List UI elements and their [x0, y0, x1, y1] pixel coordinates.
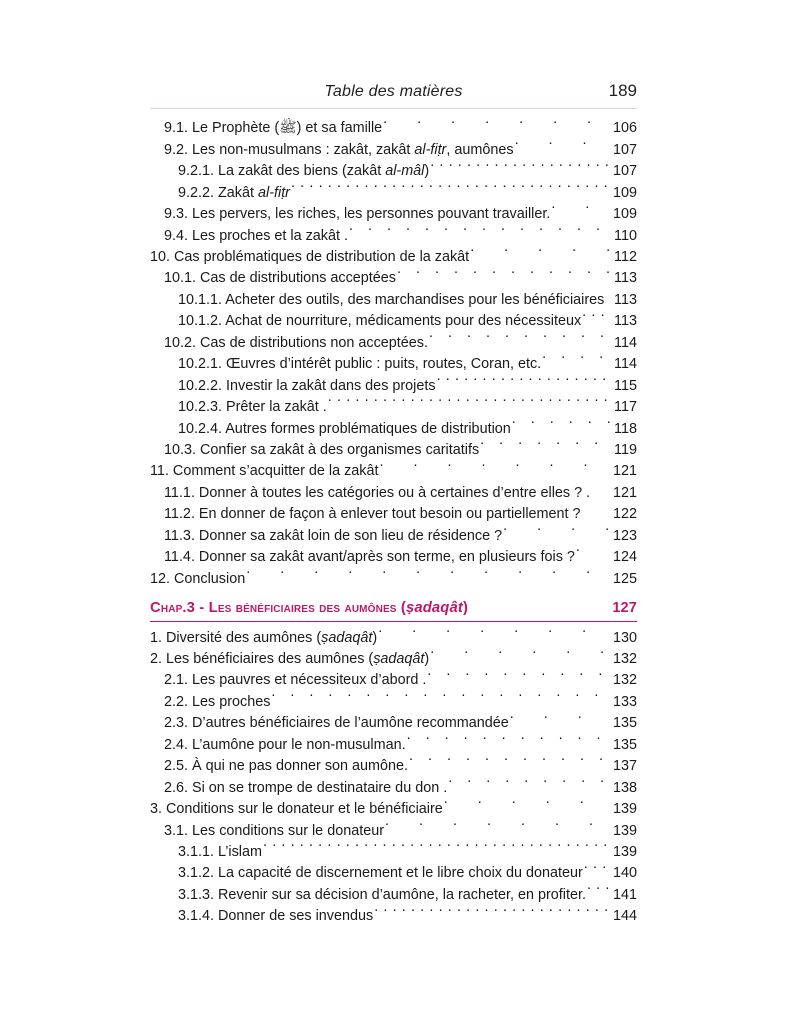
toc-entry-label: 11.3. Donner sa zakât loin de son lieu de résidence ? — [164, 527, 503, 544]
toc-entry-label: 10.1. Cas de distributions acceptées — [164, 270, 396, 287]
toc-entry-label: 10.2.4. Autres formes problématiques de distribution — [178, 420, 511, 437]
toc-entry-page: 114 — [614, 356, 637, 373]
toc-entry-label: 3.1.4. Donner de ses invendus — [178, 908, 374, 925]
toc-entry[interactable] — [150, 842, 637, 863]
toc-entry-page: 139 — [612, 843, 637, 860]
toc-entry[interactable] — [150, 397, 637, 418]
toc-entry-page: 107 — [612, 163, 637, 180]
toc-entry-label: 9.1. Le Prophète (ﷺ) et sa famille — [164, 120, 383, 137]
toc-entry-page: 138 — [612, 779, 637, 796]
toc-entry-label: 2.6. Si on se trompe de destinataire du don . — [164, 779, 448, 796]
toc-entry-label: 1. Diversité des aumônes (ṣadaqât) — [150, 629, 378, 646]
toc-entry-label: 2.2. Les proches — [164, 693, 271, 710]
toc-entry[interactable] — [150, 461, 637, 482]
toc-leader-dots — [512, 418, 610, 432]
toc-entry[interactable] — [150, 799, 637, 820]
toc-entry-page: 121 — [612, 484, 637, 501]
toc-entry-label: 3.1. Les conditions sur le donateur — [164, 822, 384, 839]
toc-entry-page: 137 — [612, 758, 637, 775]
toc-entry-page: 109 — [612, 206, 637, 223]
toc-leader-dots — [605, 290, 610, 304]
toc-leader-dots — [542, 354, 610, 368]
toc-entry-label: 10.2.2. Investir la zakât dans des projets — [178, 377, 436, 394]
toc-entry[interactable] — [150, 756, 637, 777]
toc-entry-label: 9.2.1. La zakât des biens (zakât al-mâl) — [178, 163, 430, 180]
toc-entry-page: 139 — [612, 801, 637, 818]
toc-leader-dots — [582, 311, 610, 325]
toc-entry-page: 133 — [612, 693, 637, 710]
toc-leader-dots — [515, 139, 610, 153]
toc-entry-transliteration: al-fiṭr — [414, 141, 447, 158]
toc-leader-dots — [383, 118, 610, 132]
toc-leader-dots — [430, 161, 610, 175]
page-title: Table des matières — [324, 83, 463, 100]
toc-entry-label: 2.3. D’autres bénéficiaires de l’aumône recommandée — [164, 715, 509, 732]
toc-leader-dots — [378, 627, 610, 641]
toc-entry-label: 10.2. Cas de distributions non acceptées. — [164, 334, 428, 351]
toc-entry[interactable] — [150, 354, 637, 375]
toc-entry-label: 11. Comment s’acquitter de la zakât — [150, 463, 379, 480]
toc-entry[interactable] — [150, 734, 637, 755]
toc-entry[interactable] — [150, 670, 637, 691]
toc-entry-page: 114 — [614, 334, 637, 351]
toc-entry-page: 121 — [612, 463, 637, 480]
toc-entry-label: 9.4. Les proches et la zakât . — [164, 227, 348, 244]
toc-entry-transliteration: al-fiṭr — [258, 184, 290, 201]
toc-entry-page: 117 — [614, 399, 637, 416]
toc-entry[interactable] — [150, 290, 637, 311]
toc-entry-page: 144 — [612, 908, 637, 925]
toc-entry-label: 3.1.3. Revenir sur sa décision d’aumône, la racheter, en profiter. — [178, 886, 586, 903]
toc-entry[interactable] — [150, 268, 637, 289]
toc-leader-dots — [584, 863, 610, 877]
toc-entry[interactable] — [150, 182, 637, 203]
toc-entry-page: 115 — [614, 377, 637, 394]
toc-section-chapter3 — [150, 627, 637, 927]
toc-entry[interactable] — [150, 906, 637, 927]
toc-entry-label: 2.5. À qui ne pas donner son aumône. — [164, 758, 409, 775]
toc-entry[interactable] — [150, 204, 637, 225]
toc-entry-page: 122 — [612, 506, 637, 523]
toc-entry-label: 11.4. Donner sa zakât avant/après son terme, en plusieurs fois ? — [164, 549, 575, 566]
toc-leader-dots — [510, 713, 610, 727]
toc-entry-page: 132 — [612, 672, 637, 689]
toc-leader-dots — [429, 332, 610, 346]
toc-entry-page: 135 — [612, 736, 637, 753]
toc-leader-dots — [397, 268, 610, 282]
toc-entry[interactable] — [150, 692, 637, 713]
toc-entry-transliteration: al-mâl — [385, 163, 425, 180]
toc-entry-label: 3.1.2. La capacité de discernement et le libre choix du donateur — [178, 865, 583, 882]
toc-entry[interactable] — [150, 777, 637, 798]
header-divider — [150, 108, 637, 109]
toc-leader-dots — [437, 375, 610, 389]
chapter-heading-rule — [150, 621, 637, 623]
toc-entry[interactable] — [150, 375, 637, 396]
toc-entry-label: 9.2.2. Zakât al-fiṭr — [178, 184, 290, 201]
toc-entry[interactable] — [150, 568, 637, 589]
toc-leader-dots — [503, 525, 610, 539]
toc-entry[interactable] — [150, 482, 637, 503]
toc-entry-label: 9.3. Les pervers, les riches, les personnes pouvant travailler. — [164, 206, 551, 223]
toc-entry[interactable] — [150, 627, 637, 648]
toc-section-chapter2 — [150, 118, 637, 590]
toc-leader-dots — [409, 756, 610, 770]
toc-leader-dots — [582, 504, 610, 518]
toc-leader-dots — [587, 884, 610, 898]
toc-entry[interactable] — [150, 884, 637, 905]
toc-entry[interactable] — [150, 649, 637, 670]
toc-leader-dots — [374, 906, 610, 920]
toc-entry[interactable] — [150, 225, 637, 246]
toc-entry-page: 110 — [614, 227, 637, 244]
toc-entry[interactable] — [150, 863, 637, 884]
toc-leader-dots — [444, 799, 610, 813]
toc-entry[interactable] — [150, 161, 637, 182]
toc-entry[interactable] — [150, 440, 637, 461]
toc-entry-transliteration: ṣadaqât — [321, 629, 373, 646]
toc-leader-dots — [263, 842, 610, 856]
toc-entry[interactable] — [150, 820, 637, 841]
toc-leader-dots — [448, 777, 610, 791]
toc-entry-page: 119 — [614, 441, 637, 458]
toc-entry-page: 124 — [612, 549, 637, 566]
toc-entry-label: 2. Les bénéficiaires des aumônes (ṣadaqât) — [150, 651, 430, 668]
toc-entry[interactable] — [150, 139, 637, 160]
chapter-heading-page: 127 — [612, 599, 637, 616]
toc-entry-page: 113 — [614, 291, 637, 308]
toc-entry-page: 140 — [612, 865, 637, 882]
toc-entry[interactable] — [150, 504, 637, 525]
chapter-heading-title: Chap.3 - Les bénéficiaires des aumônes (ṣadaqât) — [150, 599, 469, 616]
toc-entry-label: 11.1. Donner à toutes les catégories ou à certaines d’entre elles ? . — [164, 484, 591, 501]
toc-entry[interactable] — [150, 311, 637, 332]
toc-leader-dots — [271, 692, 610, 706]
toc-entry-page: 109 — [612, 184, 637, 201]
toc-leader-dots — [470, 247, 610, 261]
toc-entry[interactable] — [150, 332, 637, 353]
toc-leader-dots — [291, 182, 610, 196]
toc-leader-dots — [427, 670, 610, 684]
toc-entry-label: 2.1. Les pauvres et nécessiteux d’abord . — [164, 672, 427, 689]
toc-entry-label: 3.1.1. L’islam — [178, 843, 262, 860]
toc-entry-page: 141 — [612, 886, 637, 903]
toc-leader-dots — [246, 568, 610, 582]
toc-entry-page: 113 — [614, 270, 637, 287]
toc-leader-dots — [480, 440, 610, 454]
table-of-contents — [150, 118, 637, 927]
toc-entry-page: 107 — [612, 141, 637, 158]
toc-entry-label: 10.2.3. Prêter la zakât . — [178, 399, 327, 416]
toc-entry-label: 10.3. Confier sa zakât à des organismes caritatifs — [164, 441, 480, 458]
toc-leader-dots — [430, 649, 610, 663]
toc-leader-dots — [380, 461, 611, 475]
toc-leader-dots — [576, 547, 610, 561]
toc-leader-dots — [407, 734, 610, 748]
toc-leader-dots — [328, 397, 610, 411]
toc-entry[interactable] — [150, 247, 637, 268]
toc-entry-page: 132 — [612, 651, 637, 668]
toc-leader-dots — [349, 225, 610, 239]
toc-entry[interactable] — [150, 418, 637, 439]
toc-entry-label: 9.2. Les non-musulmans : zakât, zakât al-fiṭr, aumônes — [164, 141, 514, 158]
toc-entry-label: 3. Conditions sur le donateur et le bénéficiaire — [150, 801, 443, 818]
toc-entry-label: 10.1.2. Achat de nourriture, médicaments pour des nécessiteux — [178, 313, 582, 330]
toc-entry-label: 10.2.1. Œuvres d’intérêt public : puits, routes, Coran, etc. — [178, 356, 542, 373]
toc-entry[interactable] — [150, 525, 637, 546]
toc-entry-page: 125 — [612, 570, 637, 587]
chapter-heading-transliteration: ṣadaqât — [405, 599, 463, 616]
toc-entry-page: 130 — [612, 629, 637, 646]
toc-leader-dots — [551, 204, 610, 218]
toc-entry-page: 135 — [612, 715, 637, 732]
toc-entry-page: 139 — [612, 822, 637, 839]
toc-entry-page: 106 — [612, 120, 637, 137]
toc-entry-transliteration: ṣadaqât — [373, 651, 425, 668]
toc-entry-page: 118 — [614, 420, 637, 437]
toc-entry-label: 2.4. L’aumône pour le non-musulman. — [164, 736, 406, 753]
toc-leader-dots — [591, 482, 610, 496]
toc-leader-dots — [385, 820, 610, 834]
running-head — [150, 83, 637, 101]
toc-entry-label: 12. Conclusion — [150, 570, 246, 587]
toc-entry-page: 113 — [614, 313, 637, 330]
toc-entry-page: 123 — [612, 527, 637, 544]
toc-entry-label: 10. Cas problématiques de distribution de la zakât — [150, 249, 470, 266]
folio-number: 189 — [608, 81, 637, 100]
toc-entry[interactable] — [150, 547, 637, 568]
toc-entry-page: 112 — [614, 249, 637, 266]
toc-entry-label: 10.1.1. Acheter des outils, des marchandises pour les bénéficiaires — [178, 291, 605, 308]
toc-entry[interactable] — [150, 118, 637, 139]
toc-entry[interactable] — [150, 713, 637, 734]
toc-entry-label: 11.2. En donner de façon à enlever tout besoin ou partiellement ? — [164, 506, 581, 523]
